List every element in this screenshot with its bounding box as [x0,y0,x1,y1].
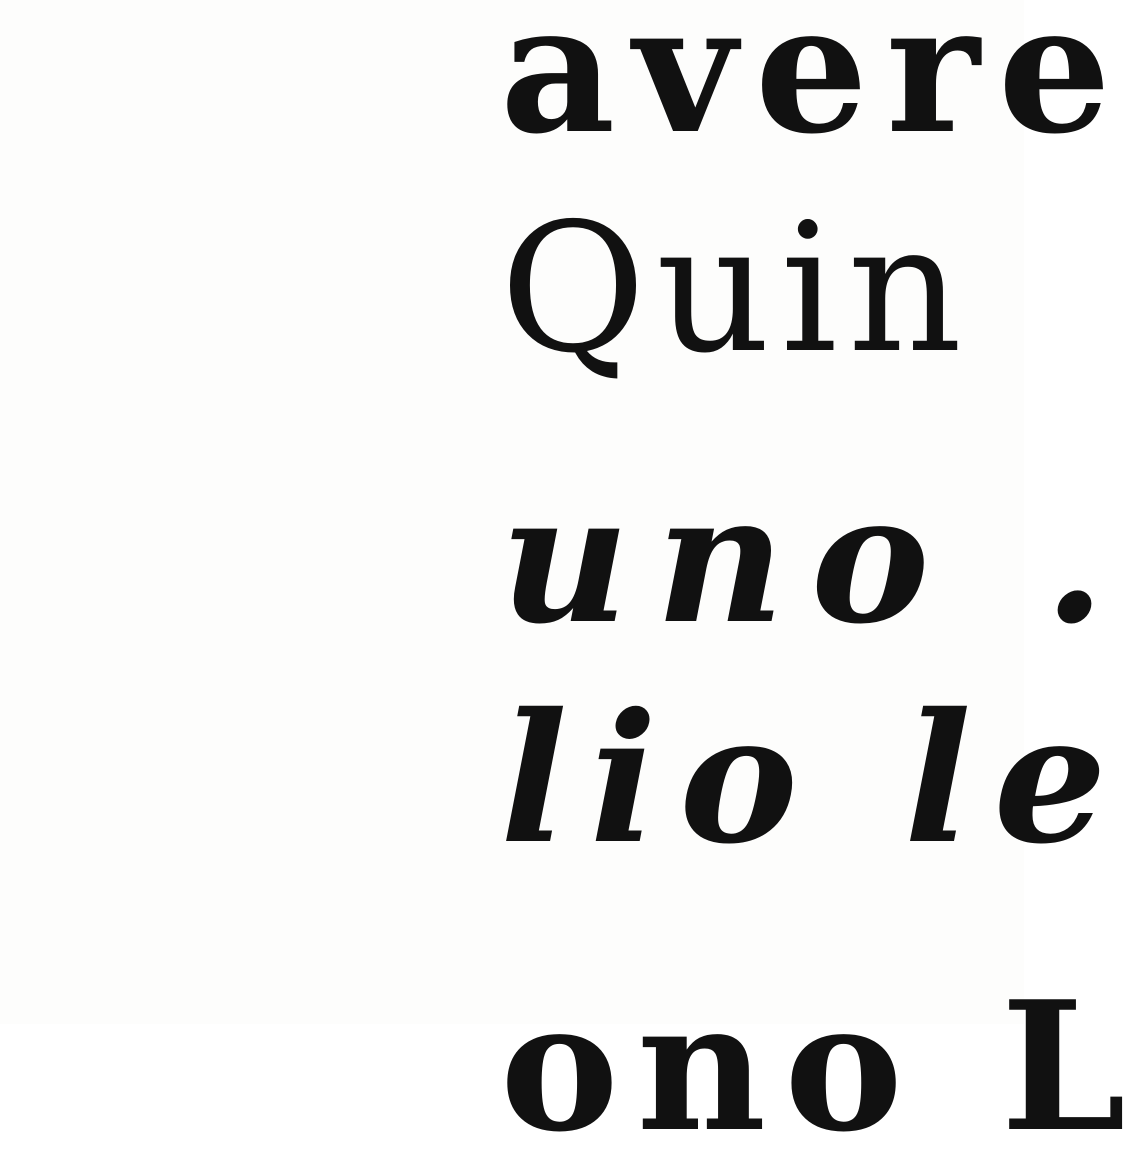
text-line-1: avere [500,0,1130,173]
text-line-3: uno . [500,454,1132,663]
text-line-4: lio le [500,674,1129,883]
text-line-2: Quin [500,185,973,392]
text-line-5: ono L [500,962,1144,1171]
text-column [500,0,1144,1171]
